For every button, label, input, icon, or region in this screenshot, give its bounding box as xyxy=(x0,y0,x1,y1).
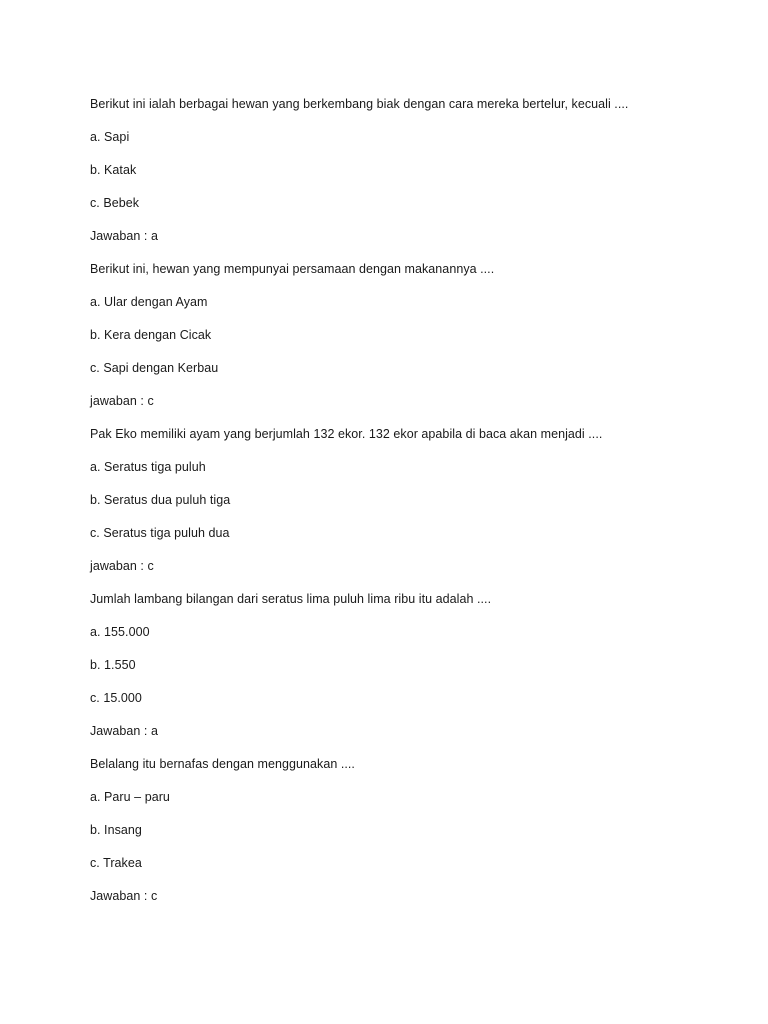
option-b: b. Kera dengan Cicak xyxy=(90,328,212,342)
option-c: c. Seratus tiga puluh dua xyxy=(90,526,230,540)
answer-text: jawaban : c xyxy=(90,394,154,408)
option-c: c. Sapi dengan Kerbau xyxy=(90,361,219,375)
answer-text: jawaban : c xyxy=(90,559,154,573)
answer-text: Jawaban : a xyxy=(90,229,158,243)
question-text: Berikut ini ialah berbagai hewan yang berkembang biak dengan cara mereka bertelur, kecuali .... xyxy=(90,97,629,111)
question-text: Pak Eko memiliki ayam yang berjumlah 132 ekor. 132 ekor apabila di baca akan menjadi .... xyxy=(90,427,603,441)
document-body xyxy=(90,94,730,919)
option-c: c. Bebek xyxy=(90,196,140,210)
question-text: Belalang itu bernafas dengan menggunakan .... xyxy=(90,757,355,771)
question-text: Jumlah lambang bilangan dari seratus lima puluh lima ribu itu adalah .... xyxy=(90,592,492,606)
answer-text: Jawaban : a xyxy=(90,724,158,738)
question-text: Berikut ini, hewan yang mempunyai persamaan dengan makanannya .... xyxy=(90,262,495,276)
option-b: b. Insang xyxy=(90,823,142,837)
option-a: a. Ular dengan Ayam xyxy=(90,295,208,309)
option-b: b. Seratus dua puluh tiga xyxy=(90,493,231,507)
option-c: c. Trakea xyxy=(90,856,142,870)
option-b: b. Katak xyxy=(90,163,137,177)
option-a: a. Paru – paru xyxy=(90,790,170,804)
option-a: a. Seratus tiga puluh xyxy=(90,460,206,474)
answer-text: Jawaban : c xyxy=(90,889,158,903)
option-b: b. 1.550 xyxy=(90,658,136,672)
option-a: a. Sapi xyxy=(90,130,130,144)
option-a: a. 155.000 xyxy=(90,625,150,639)
option-c: c. 15.000 xyxy=(90,691,142,705)
